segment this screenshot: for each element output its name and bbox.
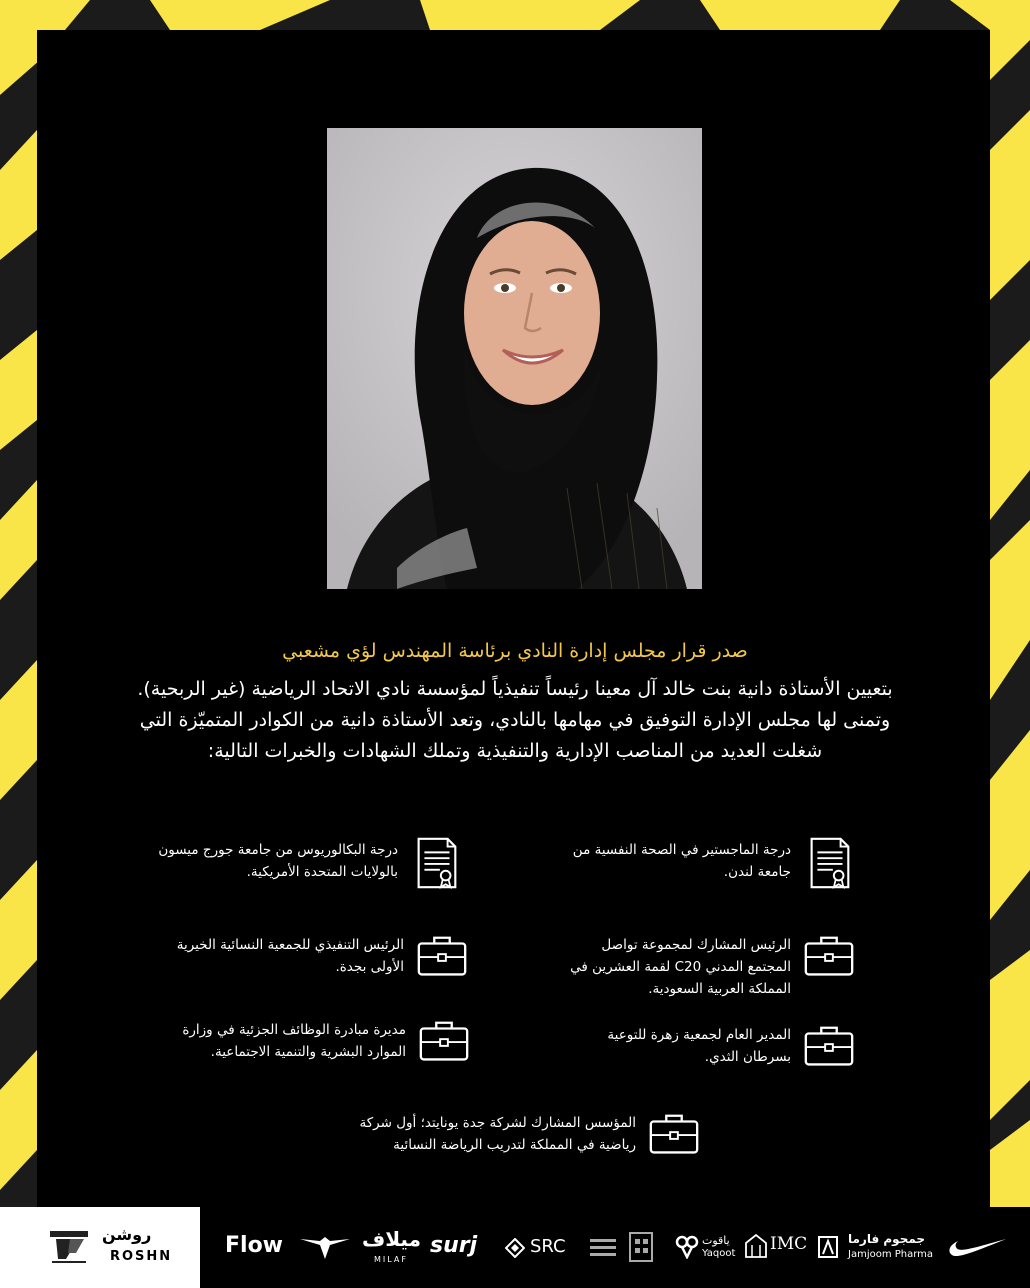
credential-line: المجتمع المدني C20 لقمة العشرين في bbox=[570, 959, 791, 975]
certificate-icon bbox=[410, 835, 462, 891]
credential-item bbox=[350, 1108, 700, 1164]
announcement-line: وتمنى لها مجلس الإدارة التوفيق في مهامها بالنادي، وتعد الأستاذة دانية من الكوادر المتميّزة التي bbox=[139, 709, 891, 731]
development-company-logo bbox=[48, 1225, 90, 1267]
flow-logo: Flow bbox=[225, 1233, 284, 1258]
development-authority-logo bbox=[588, 1229, 658, 1265]
credential-line: بالولايات المتحدة الأمريكية. bbox=[246, 864, 398, 880]
announcement-headline: صدر قرار مجلس إدارة النادي برئاسة المهندس لؤي مشعبي bbox=[282, 640, 748, 662]
credential-line: بسرطان الثدي. bbox=[704, 1049, 791, 1065]
announcement-body bbox=[90, 674, 940, 767]
credential-line: درجة البكالوريوس من جامعة جورج ميسون bbox=[158, 842, 398, 858]
src-logo: SRC bbox=[530, 1236, 566, 1257]
sponsor-white-block bbox=[0, 1207, 200, 1288]
nike-swoosh-logo bbox=[948, 1235, 1008, 1259]
credential-line: المملكة العربية السعودية. bbox=[648, 981, 791, 997]
credential-line: رياضية في المملكة لتدريب الرياضة النسائية bbox=[393, 1137, 636, 1153]
credential-item bbox=[600, 1020, 855, 1076]
milaf-logo-en: MILAF bbox=[374, 1255, 408, 1264]
credential-line: مديرة مبادرة الوظائف الجزئية في وزارة bbox=[182, 1022, 406, 1038]
briefcase-icon bbox=[648, 1108, 700, 1164]
briefcase-icon bbox=[803, 930, 855, 986]
yaqoot-logo-ar: ياقوت bbox=[702, 1234, 730, 1247]
credential-line: جامعة لندن. bbox=[723, 864, 791, 880]
milaf-logo-ar: ميلاف bbox=[362, 1227, 421, 1251]
credential-line: الرئيس المشارك لمجموعة تواصل bbox=[601, 937, 791, 953]
imc-building-icon bbox=[745, 1233, 767, 1259]
src-diamond-icon bbox=[505, 1238, 525, 1258]
announcement-line: شغلت العديد من المناصب الإدارية والتنفيذية وتملك الشهادات والخبرات التالية: bbox=[207, 740, 823, 762]
credential-line: الأولى بجدة. bbox=[335, 959, 404, 975]
yaqoot-icon bbox=[675, 1235, 699, 1259]
jamjoom-logo-en: Jamjoom Pharma bbox=[848, 1249, 934, 1260]
jamjoom-logo-ar: جمجوم فارما bbox=[848, 1232, 926, 1246]
credential-line: درجة الماجستير في الصحة النفسية من bbox=[572, 842, 791, 858]
sponsor-bar bbox=[0, 1207, 1030, 1288]
credential-item bbox=[568, 930, 855, 1000]
briefcase-icon bbox=[418, 1015, 470, 1071]
briefcase-icon bbox=[803, 1020, 855, 1076]
portrait-photo bbox=[327, 128, 702, 589]
surj-logo: surj bbox=[430, 1233, 478, 1258]
credential-line: المدير العام لجمعية زهرة للتوعية bbox=[607, 1027, 791, 1043]
briefcase-icon bbox=[416, 930, 468, 986]
credential-text bbox=[570, 934, 791, 1000]
roshn-logo-ar: روشن bbox=[102, 1225, 152, 1244]
credential-item bbox=[160, 930, 468, 986]
credential-text bbox=[182, 1019, 406, 1063]
credential-line: الرئيس التنفيذي للجمعية النسائية الخيرية bbox=[176, 937, 404, 953]
credential-text bbox=[360, 1112, 636, 1156]
announcement-line: بتعيين الأستاذة دانية بنت خالد آل معينا رئيساً تنفيذياً لمؤسسة نادي الاتحاد الرياضية (غير الربحية). bbox=[137, 678, 893, 700]
credential-item bbox=[180, 1015, 470, 1071]
credential-line: الموارد البشرية والتنمية الاجتماعية. bbox=[210, 1044, 406, 1060]
credential-text bbox=[158, 839, 398, 883]
credential-text bbox=[573, 839, 791, 883]
credential-text bbox=[607, 1024, 791, 1068]
yaqoot-logo-en: Yaqoot bbox=[702, 1248, 736, 1259]
credential-item bbox=[150, 835, 462, 891]
jamjoom-icon bbox=[818, 1236, 838, 1258]
roshn-logo-en: ROSHN bbox=[110, 1249, 173, 1264]
credential-line: المؤسس المشارك لشركة جدة يونايتد؛ أول شركة bbox=[359, 1115, 636, 1131]
credential-text bbox=[177, 934, 404, 978]
imc-logo: IMC bbox=[770, 1234, 808, 1254]
wings-logo-icon bbox=[300, 1235, 350, 1261]
credential-item bbox=[570, 835, 855, 891]
certificate-icon bbox=[803, 835, 855, 891]
